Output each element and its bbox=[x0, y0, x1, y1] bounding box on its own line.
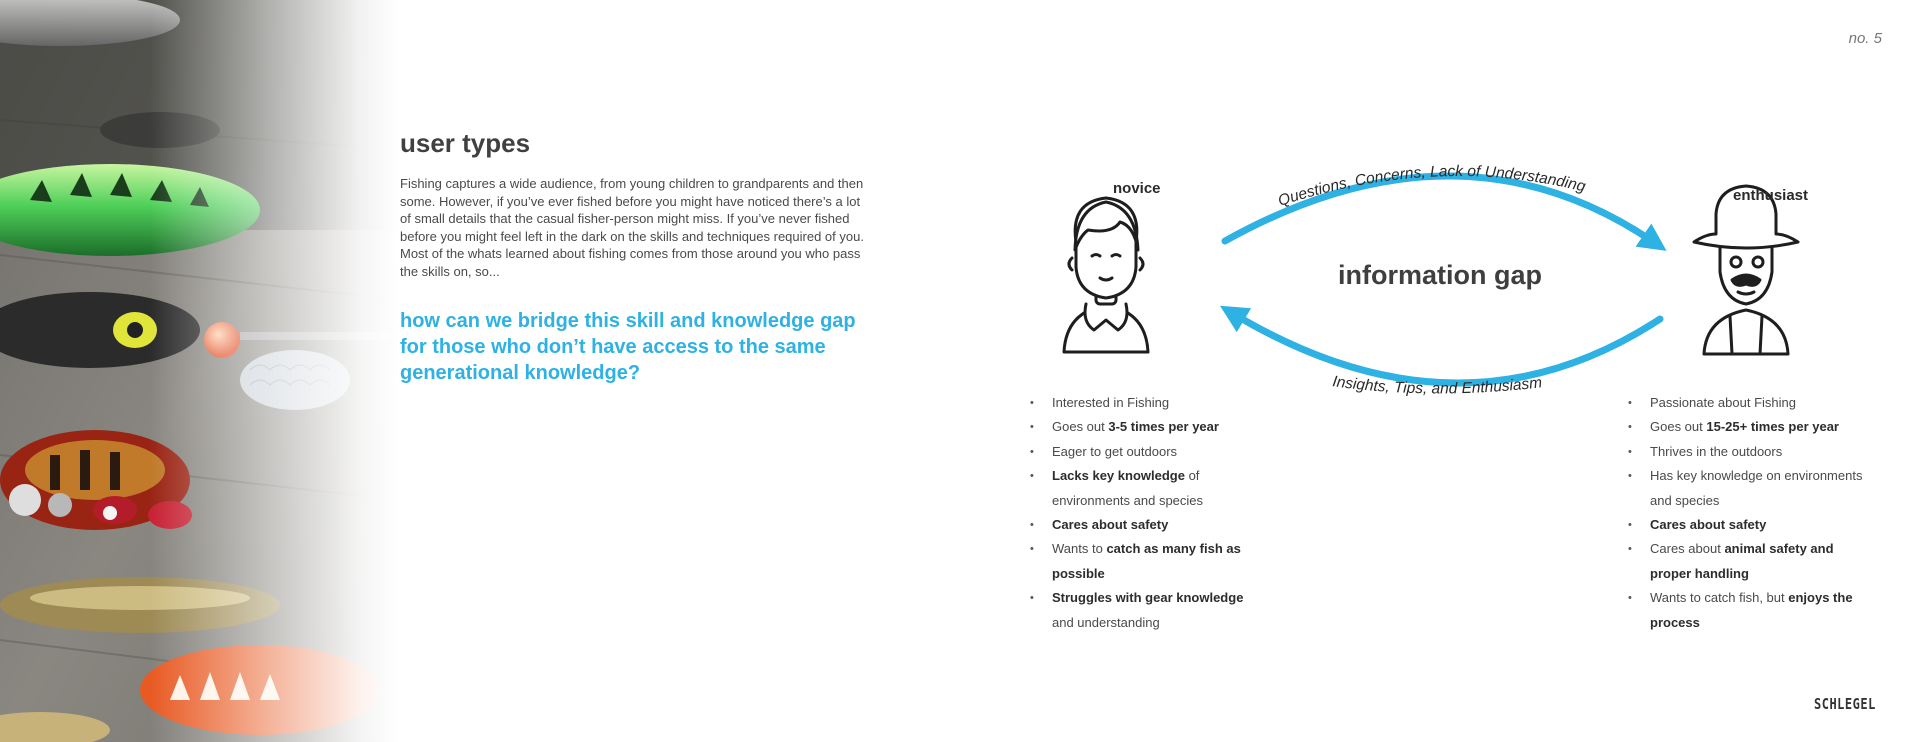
top-arrow-label: Questions, Concerns, Lack of Understanding bbox=[1276, 162, 1588, 210]
trait-item bbox=[1030, 464, 1245, 513]
trait-item bbox=[1628, 513, 1863, 537]
trait-text: enjoys the process bbox=[1650, 590, 1853, 630]
trait-item bbox=[1628, 415, 1863, 439]
novice-label: novice bbox=[1113, 180, 1161, 197]
trait-item bbox=[1030, 440, 1245, 464]
trait-text: Cares about safety bbox=[1052, 517, 1169, 533]
trait-text: Passionate about Fishing bbox=[1650, 395, 1796, 410]
trait-text: Has key knowledge on environments and species bbox=[1650, 468, 1863, 508]
trait-item bbox=[1628, 440, 1863, 464]
trait-text: 15-25+ times per year bbox=[1706, 419, 1839, 435]
photo-fade-overlay bbox=[0, 0, 400, 742]
trait-text: Wants to bbox=[1052, 541, 1107, 557]
trait-text: Interested in Fishing bbox=[1052, 395, 1170, 410]
trait-item bbox=[1628, 537, 1863, 586]
intro-paragraph: Fishing captures a wide audience, from young children to grandparents and then some. However, if you’ve ever fished before you might have noticed there’s a lot of small details that the casual fisher-person might miss. If you’ve never fished before you might feel left in the dark on the skills and techniques required of you. Most of the whats learned about fishing comes from those around you who pass the skills on, so... bbox=[400, 176, 864, 279]
information-gap-label: information gap bbox=[1338, 260, 1542, 290]
trait-text: Lacks key knowledge bbox=[1052, 468, 1185, 484]
fishing-lures-photo bbox=[0, 0, 400, 742]
bottom-arrow-label: Insights, Tips, and Enthusiasm bbox=[1331, 373, 1543, 398]
trait-item bbox=[1628, 586, 1863, 635]
trait-item bbox=[1628, 464, 1863, 513]
trait-item bbox=[1030, 513, 1245, 537]
bottom-arrow bbox=[1232, 313, 1660, 383]
trait-text: and understanding bbox=[1052, 614, 1160, 630]
trait-text: Cares about bbox=[1650, 541, 1725, 557]
information-gap-diagram bbox=[1020, 150, 1840, 410]
young-person-icon bbox=[1064, 198, 1148, 352]
trait-text: Eager to get outdoors bbox=[1052, 443, 1178, 459]
trait-text: of environments and species bbox=[1052, 468, 1204, 508]
enthusiast-label: enthusiast bbox=[1733, 187, 1809, 204]
trait-text: Struggles with gear knowledge bbox=[1052, 590, 1244, 606]
trait-text: Goes out bbox=[1052, 419, 1109, 435]
svg-text:Questions, Concerns, Lack of U bbox=[1276, 163, 1587, 210]
trait-item bbox=[1030, 391, 1245, 415]
page-title: user types bbox=[400, 128, 531, 158]
top-arrow bbox=[1225, 176, 1655, 243]
page-number: no. 5 bbox=[1848, 30, 1882, 47]
trait-text: Wants to catch fish, but bbox=[1650, 590, 1789, 606]
trait-text: Cares about safety bbox=[1650, 517, 1767, 533]
fisherman-with-hat-icon bbox=[1694, 186, 1798, 354]
trait-item bbox=[1030, 415, 1245, 439]
novice-traits-list bbox=[1030, 391, 1245, 635]
trait-text: 3-5 times per year bbox=[1108, 419, 1219, 435]
trait-item bbox=[1628, 391, 1863, 415]
trait-text: catch as many fish as possible bbox=[1052, 541, 1241, 581]
key-question: how can we bridge this skill and knowledge gap for those who don’t have access to the same generational knowledge? bbox=[400, 310, 856, 384]
trait-text: Thrives in the outdoors bbox=[1650, 443, 1783, 459]
trait-item bbox=[1030, 586, 1245, 635]
enthusiast-traits-list bbox=[1628, 391, 1863, 635]
trait-text: animal safety and proper handling bbox=[1650, 541, 1834, 581]
trait-item bbox=[1030, 537, 1245, 586]
brand-logo: SCHLEGEL bbox=[1814, 695, 1876, 713]
trait-text: Goes out bbox=[1650, 419, 1707, 435]
